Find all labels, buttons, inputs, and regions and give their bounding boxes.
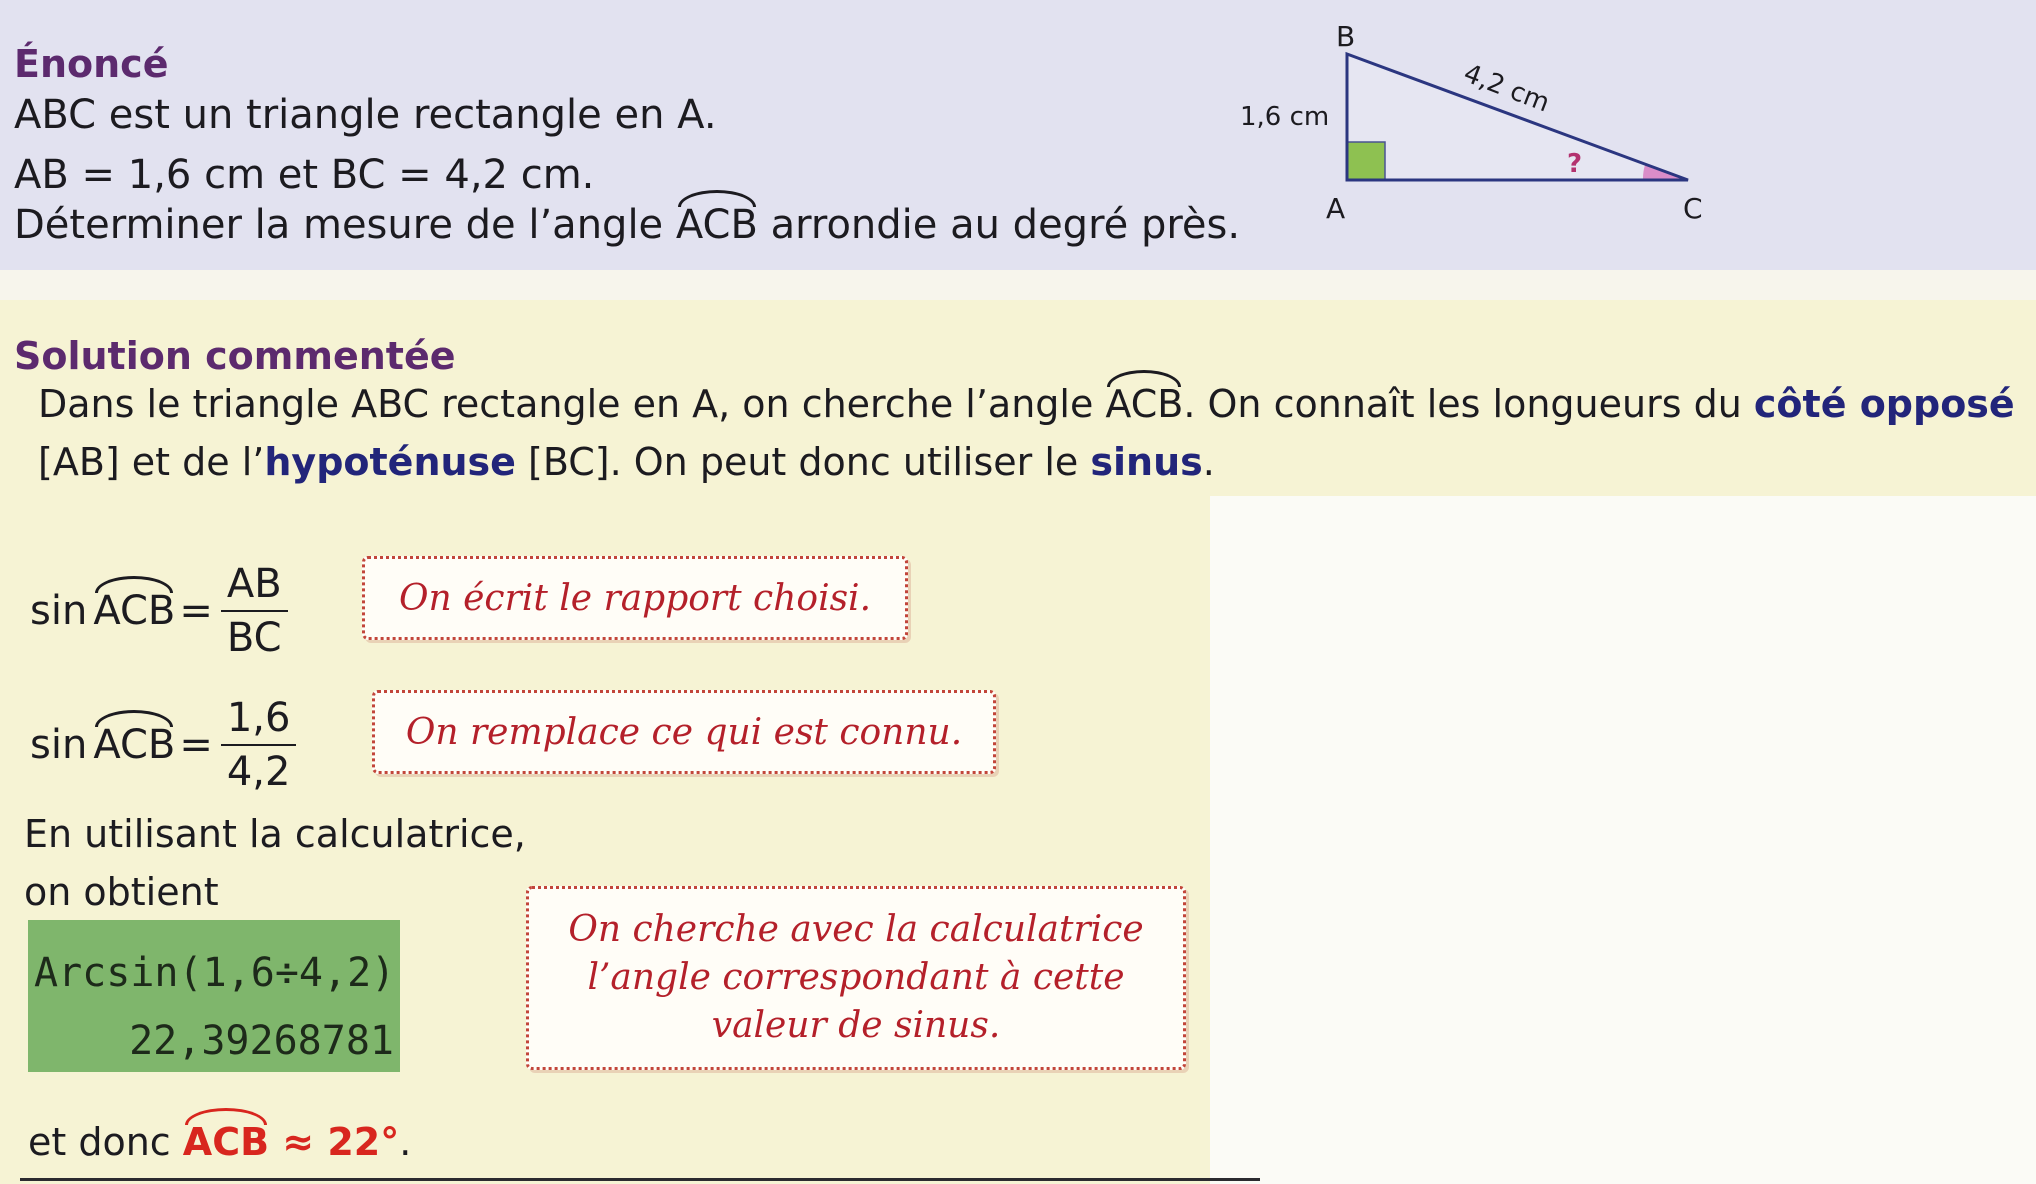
formula-1-sin: sin bbox=[30, 588, 88, 634]
formula-2-sin: sin bbox=[30, 722, 88, 768]
calculator-result: 22,39268781 bbox=[129, 1018, 394, 1064]
side-bc-label: 4,2 cm bbox=[1459, 58, 1554, 119]
formula-2-angle: ACB bbox=[93, 722, 176, 768]
final-answer bbox=[28, 1120, 411, 1164]
keyword-sinus: sinus bbox=[1090, 440, 1203, 484]
final-prefix: et donc bbox=[28, 1120, 183, 1164]
formula-1-fraction bbox=[221, 558, 288, 664]
formula-1-equals: = bbox=[179, 588, 213, 634]
final-value: ≈ 22° bbox=[269, 1120, 400, 1164]
vertex-c-label: C bbox=[1683, 192, 1703, 225]
keyword-cote-oppose: côté opposé bbox=[1753, 382, 2015, 426]
note-calculator bbox=[526, 886, 1186, 1070]
solution-p1-text-b: . On connaît les longueurs du bbox=[1183, 382, 1754, 426]
keyword-hypotenuse: hypoténuse bbox=[264, 440, 516, 484]
triangle-abc bbox=[1347, 54, 1688, 180]
formula-2-denominator: 4,2 bbox=[226, 749, 291, 795]
enonce-line-3 bbox=[14, 202, 1240, 248]
formula-1-numerator: AB bbox=[226, 561, 282, 607]
solution-p2-text-a: [AB] et de l’ bbox=[38, 440, 265, 484]
enonce-line-3-text-a: Déterminer la mesure de l’angle bbox=[14, 202, 676, 248]
formula-2-equals: = bbox=[179, 722, 213, 768]
calc-intro-line-1: En utilisant la calculatrice, bbox=[24, 812, 526, 856]
final-angle: ACB bbox=[182, 1120, 270, 1164]
formula-ratio bbox=[30, 558, 288, 664]
note-ratio: On écrit le rapport choisi. bbox=[362, 556, 908, 640]
unknown-angle-label: ? bbox=[1567, 149, 1583, 179]
bottom-rule bbox=[20, 1178, 1260, 1181]
formula-values bbox=[30, 692, 296, 798]
note-3-line-2: l’angle correspondant à cette bbox=[587, 957, 1125, 998]
formula-1-denominator: BC bbox=[226, 615, 282, 661]
calc-intro-line-2: on obtient bbox=[24, 870, 219, 914]
note-substitute: On remplace ce qui est connu. bbox=[372, 690, 996, 774]
vertex-b-label: B bbox=[1336, 20, 1356, 53]
formula-2-fraction bbox=[221, 692, 297, 798]
solution-p1-angle: ACB bbox=[1105, 382, 1184, 426]
enonce-line-1: ABC est un triangle rectangle en A. bbox=[14, 92, 717, 138]
solution-paragraph-1 bbox=[38, 382, 2015, 426]
calculator-expression: Arcsin(1,6÷4,2) bbox=[34, 950, 396, 996]
side-ab-label: 1,6 cm bbox=[1240, 102, 1330, 132]
solution-p1-text-a: Dans le triangle ABC rectangle en A, on cherche l’angle bbox=[38, 382, 1106, 426]
enonce-heading: Énoncé bbox=[14, 42, 169, 86]
enonce-line-2: AB = 1,6 cm et BC = 4,2 cm. bbox=[14, 152, 595, 198]
enonce-line-3-text-b: arrondie au degré près. bbox=[757, 202, 1241, 248]
solution-heading: Solution commentée bbox=[14, 334, 456, 378]
solution-p2-text-b: [BC]. On peut donc utiliser le bbox=[515, 440, 1091, 484]
note-3-line-1: On cherche avec la calculatrice bbox=[568, 909, 1144, 950]
solution-paragraph-2 bbox=[38, 440, 1215, 484]
triangle-diagram bbox=[1230, 10, 1710, 230]
formula-2-numerator: 1,6 bbox=[226, 695, 291, 741]
note-3-line-3: valeur de sinus. bbox=[711, 1005, 1001, 1046]
calculator-screen bbox=[28, 920, 400, 1072]
solution-p2-text-c: . bbox=[1202, 440, 1215, 484]
formula-1-angle: ACB bbox=[93, 588, 176, 634]
final-dot: . bbox=[399, 1120, 412, 1164]
enonce-angle-acb: ACB bbox=[675, 202, 758, 248]
vertex-a-label: A bbox=[1326, 192, 1346, 225]
